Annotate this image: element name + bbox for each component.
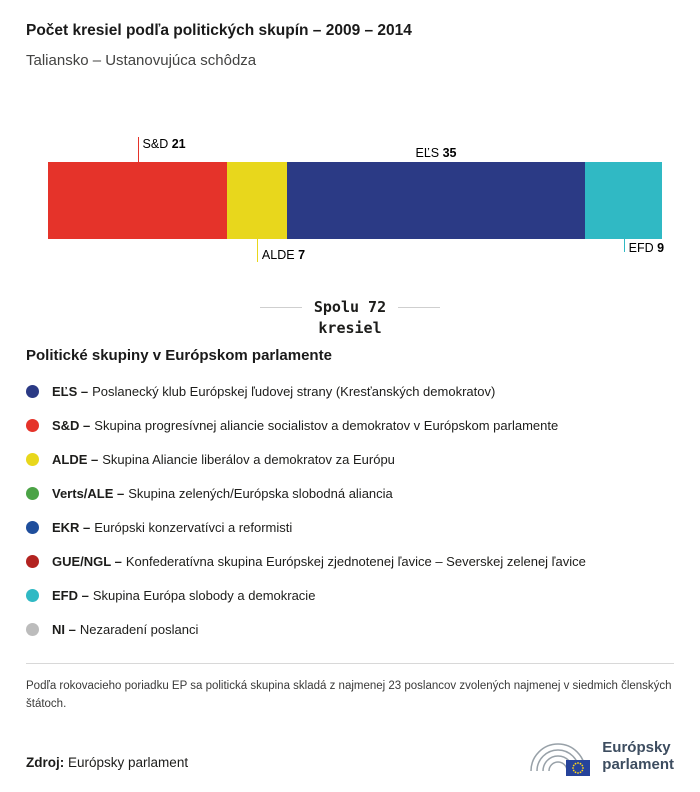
total-rule-right — [398, 307, 440, 308]
ep-logo-text-line2: parlament — [602, 755, 674, 773]
bar-label-seats: 35 — [442, 146, 457, 160]
bar-label-sd — [138, 137, 186, 162]
legend-item-alde — [26, 452, 674, 467]
legend-name: GUE/NGL – — [52, 554, 122, 569]
legend-heading: Politické skupiny v Európskom parlamente — [26, 347, 332, 364]
bar-label-group: EFD — [628, 241, 654, 255]
bar-label-seats: 9 — [657, 241, 665, 255]
legend-item-verts-ale — [26, 486, 674, 501]
leader-line — [624, 239, 625, 252]
legend-desc: Skupina progresívnej aliancie socialistov a demokratov v Európskom parlamente — [94, 418, 559, 433]
legend-dot — [26, 589, 39, 602]
total-rule-left — [260, 307, 302, 308]
legend-name: EFD – — [52, 588, 89, 603]
bar-segment-efd — [585, 162, 662, 239]
legend-dot — [26, 623, 39, 636]
legend-dot — [26, 555, 39, 568]
source-text — [26, 755, 188, 770]
legend-desc: Nezaradení poslanci — [79, 622, 199, 637]
leader-line — [257, 239, 258, 262]
legend-desc: Konfederatívna skupina Európskej zjednotenej ľavice – Severskej zelenej ľavice — [125, 554, 586, 569]
bar-segment-es — [287, 162, 585, 239]
bar-label-group: ALDE — [261, 248, 295, 262]
seat-chart — [48, 107, 665, 284]
legend-name: S&D – — [52, 418, 91, 433]
ep-logo — [526, 732, 674, 780]
legend-name: EKR – — [52, 520, 91, 535]
legend-item-gue-ngl — [26, 554, 674, 569]
legend-desc: Skupina Aliancie liberálov a demokratov za Európu — [102, 452, 395, 467]
leader-line — [138, 137, 139, 162]
legend-name: NI – — [52, 622, 76, 637]
legend-dot — [26, 487, 39, 500]
bar-label-els — [415, 146, 456, 160]
footnote-divider — [26, 663, 674, 664]
bar-label-seats: 21 — [171, 137, 186, 151]
ep-logo-hemicycle — [526, 732, 594, 780]
bar-label-alde — [257, 239, 305, 262]
total-seats-line2: kresiel — [318, 319, 382, 337]
page-title: Počet kresiel podľa politických skupín – 2009 – 2014 — [26, 22, 412, 39]
bar-label-efd — [624, 239, 664, 255]
footnote: Podľa rokovacieho poriadku EP sa politická skupina skladá z najmenej 23 poslancov zvolených najmenej v siedmich členských štátoch. — [26, 680, 672, 711]
bar-label-group: EĽS — [415, 146, 440, 160]
legend-name: ALDE – — [52, 452, 99, 467]
legend-item-ekr — [26, 520, 674, 535]
legend-name: EĽS – — [52, 384, 89, 399]
legend-dot — [26, 419, 39, 432]
legend-name: Verts/ALE – — [52, 486, 125, 501]
bar-label-seats: 7 — [298, 248, 306, 262]
legend-desc: Skupina Európa slobody a demokracie — [92, 588, 316, 603]
page-subtitle: Taliansko – Ustanovujúca schôdza — [26, 52, 257, 69]
legend-item-ni — [26, 622, 674, 637]
bar-segment-alde — [227, 162, 287, 239]
legend-dot — [26, 385, 39, 398]
source-label: Zdroj: — [26, 754, 65, 770]
legend-desc: Skupina zelených/Európska slobodná aliancia — [128, 486, 393, 501]
legend-desc: Poslanecký klub Európskej ľudovej strany (Kresťanských demokratov) — [92, 384, 496, 399]
bar-label-group: S&D — [142, 137, 169, 151]
legend-item-els — [26, 384, 674, 399]
stacked-bar — [48, 162, 662, 239]
legend-dot — [26, 521, 39, 534]
legend-list — [26, 384, 674, 637]
legend-dot — [26, 453, 39, 466]
ep-logo-text-line1: Európsky — [602, 738, 671, 756]
source-value: Európsky parlament — [68, 754, 189, 770]
legend-item-efd — [26, 588, 674, 603]
ep-logo-text — [602, 739, 674, 774]
bottom-row — [26, 732, 674, 780]
total-seats — [26, 298, 674, 337]
bar-segment-sd — [48, 162, 227, 239]
legend-desc: Európski konzervatívci a reformisti — [94, 520, 293, 535]
total-seats-line1: Spolu 72 — [313, 298, 387, 316]
legend-item-sd — [26, 418, 674, 433]
